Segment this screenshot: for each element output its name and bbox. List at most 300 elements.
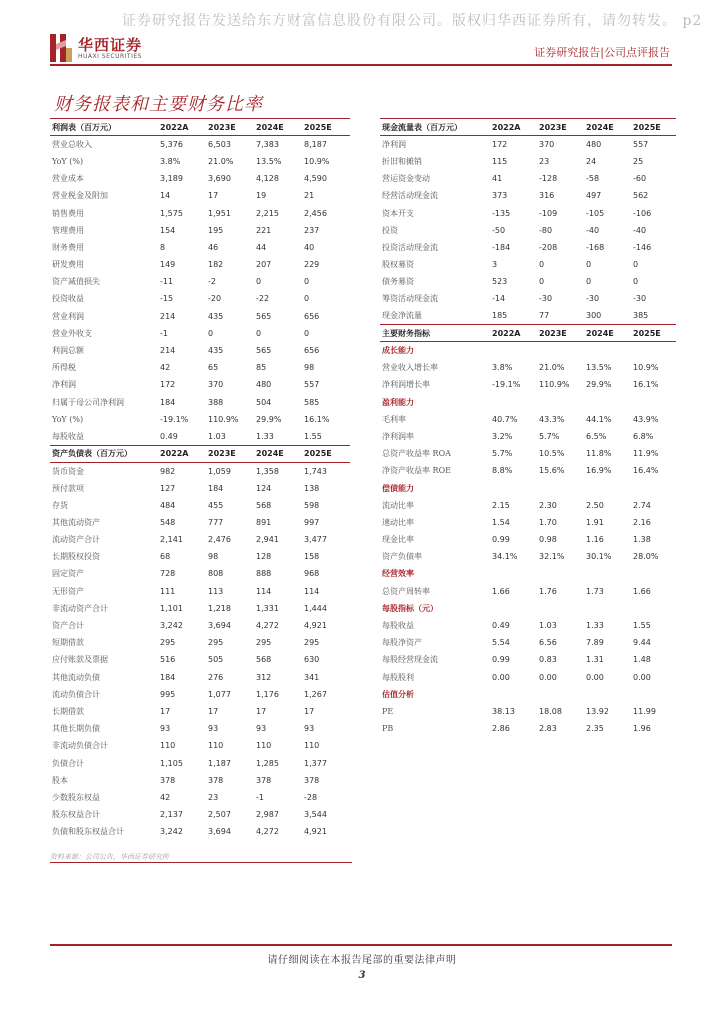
cell-value: 2024E <box>254 445 302 462</box>
cell-value: 17 <box>208 706 219 716</box>
cell-value: 3 <box>492 260 498 270</box>
cell-value: 598 <box>304 500 320 510</box>
cell-value: -40 <box>633 225 647 235</box>
cell-value: 5,376 <box>160 140 183 150</box>
table-header-row <box>380 119 676 136</box>
cell-value <box>631 600 676 617</box>
cell-value: 0.98 <box>539 535 557 545</box>
cell-value: 0 <box>586 277 592 287</box>
cell-value: 2.15 <box>492 500 510 510</box>
cell-value: 2,507 <box>208 810 231 820</box>
cell-value: 656 <box>304 311 320 321</box>
table-row <box>50 651 350 668</box>
table-row <box>50 634 350 651</box>
table-row <box>380 411 676 428</box>
cell-value: 2,456 <box>304 208 327 218</box>
row-label: 利润总额 <box>52 346 84 356</box>
cell-value: 11.9% <box>633 449 659 459</box>
row-label: 每股收益 <box>382 621 414 631</box>
cell-value: 10.9% <box>304 156 330 166</box>
cell-value: 42 <box>160 792 171 802</box>
table-row <box>50 737 350 754</box>
row-label: 营业总收入 <box>52 140 92 150</box>
cell-value: 11.8% <box>586 449 612 459</box>
cell-value: 17 <box>208 191 219 201</box>
cell-value: 0.00 <box>586 672 604 682</box>
cell-value: 0 <box>586 260 592 270</box>
row-label: 其他长期负债 <box>52 724 100 734</box>
cell-value: -30 <box>586 294 600 304</box>
row-label: 股东权益合计 <box>52 810 100 820</box>
cell-value: 13.92 <box>586 706 609 716</box>
cell-value: 0.99 <box>492 655 510 665</box>
cell-value: 484 <box>160 500 176 510</box>
cell-value: 300 <box>586 311 602 321</box>
table-row <box>50 806 350 823</box>
cell-value: 2.30 <box>539 500 557 510</box>
cell-value: 0.83 <box>539 655 557 665</box>
cell-value: 110.9% <box>208 414 239 424</box>
cell-value: 312 <box>256 672 272 682</box>
row-label: 现金比率 <box>382 535 414 545</box>
cell-value: 29.9% <box>586 380 612 390</box>
cell-value: 1,267 <box>304 689 327 699</box>
cell-value: 0 <box>256 277 262 287</box>
table-section-row <box>380 686 676 703</box>
cell-value: 1,444 <box>304 603 327 613</box>
cell-value: 2,215 <box>256 208 279 218</box>
cell-value: 8 <box>160 242 166 252</box>
cell-value: 98 <box>304 363 315 373</box>
cell-value: 85 <box>256 363 267 373</box>
row-label: 营业税金及附加 <box>52 191 108 201</box>
cell-value: 378 <box>160 775 176 785</box>
cell-value: 16.9% <box>586 466 612 476</box>
cell-value: 43.9% <box>633 414 659 424</box>
cell-value: 5.54 <box>492 638 510 648</box>
row-label: YoY (%) <box>52 414 84 424</box>
cell-value: 7.89 <box>586 638 604 648</box>
cell-value: 565 <box>256 311 272 321</box>
cell-value: 1.73 <box>586 586 604 596</box>
cell-value <box>584 600 631 617</box>
row-label: 总资产收益率 ROA <box>382 449 451 459</box>
table-row <box>380 669 676 686</box>
cell-value: 1.03 <box>539 621 557 631</box>
header-divider <box>50 64 672 66</box>
table-row <box>50 583 350 600</box>
cell-value: 523 <box>492 277 508 287</box>
cell-value: 4,921 <box>304 621 327 631</box>
cell-value <box>584 479 631 496</box>
row-label: 每股净资产 <box>382 638 422 648</box>
table-row <box>50 204 350 221</box>
row-label: 非流动负债合计 <box>52 741 108 751</box>
cell-value: 19 <box>256 191 267 201</box>
cell-value: -20 <box>208 294 222 304</box>
cell-value: 562 <box>633 191 649 201</box>
row-label: 利润表（百万元） <box>50 119 158 136</box>
cell-value: 182 <box>208 260 224 270</box>
cell-value: 172 <box>492 140 508 150</box>
cell-value: 435 <box>208 346 224 356</box>
cell-value: 1.48 <box>633 655 651 665</box>
table-row <box>380 204 676 221</box>
huaxi-logo-icon <box>50 34 72 62</box>
row-label: 投资收益 <box>52 294 84 304</box>
cell-value: 4,921 <box>304 827 327 837</box>
cell-value: 229 <box>304 260 320 270</box>
row-label: 经营效率 <box>382 568 414 579</box>
cell-value: 10.9% <box>633 363 659 373</box>
cell-value <box>490 394 537 411</box>
row-label: 债务募资 <box>382 277 414 287</box>
cell-value: 110 <box>304 741 320 751</box>
row-label: 净利润 <box>52 380 76 390</box>
cell-value: 184 <box>160 397 176 407</box>
table-row <box>380 445 676 462</box>
cell-value: 2025E <box>302 119 350 136</box>
cell-value: 5.7% <box>539 431 560 441</box>
cell-value: -128 <box>539 174 558 184</box>
cell-value: 184 <box>160 672 176 682</box>
cell-value: 0 <box>539 277 545 287</box>
table-row <box>50 497 350 514</box>
cell-value: 15.6% <box>539 466 565 476</box>
cell-value: 1,059 <box>208 466 231 476</box>
table-row <box>380 531 676 548</box>
logo-english-name: HUAXI SECURITIES <box>78 53 142 60</box>
table-row <box>50 754 350 771</box>
cell-value <box>490 479 537 496</box>
row-label: 偿债能力 <box>382 482 414 493</box>
cell-value: 21.0% <box>208 156 234 166</box>
row-label: 净利润率 <box>382 431 414 441</box>
cell-value: 1,951 <box>208 208 231 218</box>
cell-value: 93 <box>304 724 315 734</box>
cell-value: -19.1% <box>160 414 189 424</box>
cell-value: 25 <box>633 156 644 166</box>
section-title: 财务报表和主要财务比率 <box>54 94 263 115</box>
cell-value: 1,285 <box>256 758 279 768</box>
table-row <box>50 239 350 256</box>
cell-value: 378 <box>256 775 272 785</box>
row-label: PE <box>382 706 394 716</box>
cell-value: -135 <box>492 208 511 218</box>
table-row <box>380 239 676 256</box>
row-label: 管理费用 <box>52 225 84 235</box>
cell-value: -58 <box>586 174 600 184</box>
cell-value: 548 <box>160 517 176 527</box>
row-label: 固定资产 <box>52 569 84 579</box>
cashflow-ratios-body <box>380 119 676 738</box>
cell-value <box>631 565 676 582</box>
cell-value: 3.8% <box>160 156 181 166</box>
table-row <box>50 136 350 153</box>
cell-value: 17 <box>304 706 315 716</box>
cell-value: 995 <box>160 689 176 699</box>
cell-value: 497 <box>586 191 602 201</box>
cell-value: 77 <box>539 311 550 321</box>
cell-value <box>631 686 676 703</box>
cell-value: -1 <box>256 792 264 802</box>
cell-value: 997 <box>304 517 320 527</box>
cell-value: 38.13 <box>492 706 515 716</box>
cell-value: 24 <box>586 156 597 166</box>
cell-value: 2.83 <box>539 724 557 734</box>
cell-value: 295 <box>160 638 176 648</box>
row-label: 归属于母公司净利润 <box>52 397 124 407</box>
cell-value: 3,544 <box>304 810 327 820</box>
cell-value: 195 <box>208 225 224 235</box>
table-row <box>380 187 676 204</box>
cell-value <box>584 394 631 411</box>
cell-value: 1,176 <box>256 689 279 699</box>
cell-value: 2024E <box>254 119 302 136</box>
table-row <box>50 548 350 565</box>
cell-value: 43.3% <box>539 414 565 424</box>
cell-value: 2022A <box>158 119 206 136</box>
table-row <box>50 789 350 806</box>
cell-value: 29.9% <box>256 414 282 424</box>
cell-value: 93 <box>208 724 219 734</box>
cell-value: -1 <box>160 328 168 338</box>
cell-value: 9.44 <box>633 638 651 648</box>
cell-value: 1,187 <box>208 758 231 768</box>
cell-value: 0.49 <box>492 621 510 631</box>
report-type-label: 证券研究报告|公司点评报告 <box>534 46 670 59</box>
cell-value: 7,383 <box>256 140 279 150</box>
cell-value: 2025E <box>631 325 676 342</box>
cell-value: 149 <box>160 260 176 270</box>
cell-value: 1.55 <box>633 621 651 631</box>
cell-value: 1.66 <box>492 586 510 596</box>
cell-value <box>490 600 537 617</box>
row-label: 毛利率 <box>382 414 406 424</box>
footer-divider <box>50 944 672 946</box>
cell-value: -208 <box>539 242 558 252</box>
table-row <box>50 617 350 634</box>
cell-value: 42 <box>160 363 171 373</box>
table-row <box>50 273 350 290</box>
cell-value: 1,105 <box>160 758 183 768</box>
cell-value: 6.56 <box>539 638 557 648</box>
row-label: 净利润 <box>382 140 406 150</box>
table-row <box>380 170 676 187</box>
row-label: 净资产收益率 ROE <box>382 466 451 476</box>
cell-value <box>584 565 631 582</box>
cell-value: -28 <box>304 792 318 802</box>
cell-value: 2024E <box>584 119 631 136</box>
cell-value: 41 <box>492 174 503 184</box>
cell-value: 1.70 <box>539 517 557 527</box>
cell-value: 2022A <box>490 119 537 136</box>
cell-value: 2.16 <box>633 517 651 527</box>
table-row <box>50 394 350 411</box>
cell-value: 44 <box>256 242 267 252</box>
cell-value: -30 <box>633 294 647 304</box>
table-row <box>380 703 676 720</box>
table-row <box>380 497 676 514</box>
cell-value: 777 <box>208 517 224 527</box>
cell-value: 214 <box>160 346 176 356</box>
table-row <box>50 531 350 548</box>
row-label: 短期借款 <box>52 638 84 648</box>
row-label: 流动资产合计 <box>52 535 100 545</box>
cell-value: 46 <box>208 242 219 252</box>
cell-value: 1,101 <box>160 603 183 613</box>
cell-value: 2023E <box>206 119 254 136</box>
row-label: 股权募资 <box>382 260 414 270</box>
row-label: 营业利润 <box>52 311 84 321</box>
cell-value: 1.33 <box>256 431 274 441</box>
cell-value: 1.96 <box>633 724 651 734</box>
cell-value: -22 <box>256 294 270 304</box>
cell-value: -106 <box>633 208 652 218</box>
cell-value: 0.00 <box>539 672 557 682</box>
cell-value: 3.2% <box>492 431 513 441</box>
cell-value: 11.99 <box>633 706 656 716</box>
financial-statements-table <box>50 118 350 840</box>
cell-value: 110 <box>160 741 176 751</box>
row-label: 研发费用 <box>52 260 84 270</box>
cell-value: 388 <box>208 397 224 407</box>
cell-value: -184 <box>492 242 511 252</box>
cell-value: 3,189 <box>160 174 183 184</box>
row-label: 资产合计 <box>52 621 84 631</box>
cell-value: 295 <box>256 638 272 648</box>
cell-value: 435 <box>208 311 224 321</box>
cell-value: 237 <box>304 225 320 235</box>
cell-value: 557 <box>304 380 320 390</box>
cell-value <box>631 394 676 411</box>
cell-value: 128 <box>256 552 272 562</box>
row-label: 负债合计 <box>52 758 84 768</box>
cell-value: 982 <box>160 466 176 476</box>
cell-value: 185 <box>492 311 508 321</box>
cell-value <box>631 479 676 496</box>
cell-value: 23 <box>208 792 219 802</box>
row-label: 营运资金变动 <box>382 174 430 184</box>
cell-value <box>537 342 584 359</box>
row-label: 其他流动负债 <box>52 672 100 682</box>
cell-value <box>537 600 584 617</box>
cell-value: 295 <box>208 638 224 648</box>
cell-value: 18.08 <box>539 706 562 716</box>
cell-value: 221 <box>256 225 272 235</box>
table-header-row <box>50 445 350 462</box>
cell-value: 2024E <box>584 325 631 342</box>
cell-value: 630 <box>304 655 320 665</box>
cell-value <box>537 565 584 582</box>
row-label: 少数股东权益 <box>52 792 100 802</box>
cell-value: 0 <box>208 328 214 338</box>
table-row <box>380 376 676 393</box>
cell-value: 2.35 <box>586 724 604 734</box>
row-label: 投资活动现金流 <box>382 242 438 252</box>
logo-chinese-name: 华西证券 <box>78 36 143 54</box>
table-row <box>380 153 676 170</box>
cell-value: 373 <box>492 191 508 201</box>
cell-value <box>537 394 584 411</box>
table-header-row <box>50 119 350 136</box>
cell-value: 2.74 <box>633 500 651 510</box>
cell-value: 1.16 <box>586 535 604 545</box>
cell-value <box>584 342 631 359</box>
cell-value: 8,187 <box>304 140 327 150</box>
cell-value: 98 <box>208 552 219 562</box>
cell-value: 3,694 <box>208 621 231 631</box>
cell-value <box>537 686 584 703</box>
cell-value: 341 <box>304 672 320 682</box>
cell-value: 295 <box>304 638 320 648</box>
table-row <box>50 686 350 703</box>
cell-value: 0 <box>256 328 262 338</box>
cell-value: 276 <box>208 672 224 682</box>
cell-value: 110 <box>208 741 224 751</box>
cell-value: 21 <box>304 191 315 201</box>
cell-value: 17 <box>256 706 267 716</box>
cell-value: 1.55 <box>304 431 322 441</box>
table-row <box>50 703 350 720</box>
table-bottom-rule <box>50 862 352 863</box>
row-label: 资产负债表（百万元） <box>50 445 158 462</box>
cell-value: 111 <box>160 586 176 596</box>
row-label: 每股经营现金流 <box>382 655 438 665</box>
table-row <box>380 256 676 273</box>
row-label: 每股股利 <box>382 672 414 682</box>
cell-value <box>584 686 631 703</box>
cell-value <box>490 686 537 703</box>
watermark-text: 证券研究报告发送给东方财富信息股份有限公司。版权归华西证券所有，请勿转发。 p2 <box>122 13 703 29</box>
cell-value: -19.1% <box>492 380 521 390</box>
cell-value: 1,077 <box>208 689 231 699</box>
cell-value: 110 <box>256 741 272 751</box>
cell-value: 1.76 <box>539 586 557 596</box>
table-header-row <box>380 325 676 342</box>
row-label: 每股指标（元） <box>382 602 438 613</box>
row-label: 货币资金 <box>52 466 84 476</box>
cell-value: 1.54 <box>492 517 510 527</box>
cell-value: 8.8% <box>492 466 513 476</box>
cell-value: 728 <box>160 569 176 579</box>
cell-value: 888 <box>256 569 272 579</box>
table-row <box>380 136 676 153</box>
row-label: 投资 <box>382 225 398 235</box>
page-number: 3 <box>358 970 366 981</box>
table-row <box>50 187 350 204</box>
cell-value: 557 <box>633 140 649 150</box>
cell-value: 568 <box>256 500 272 510</box>
table-row <box>380 720 676 737</box>
row-label: 净利润增长率 <box>382 380 430 390</box>
cell-value: 385 <box>633 311 649 321</box>
cell-value: 1.38 <box>633 535 651 545</box>
cell-value: 4,128 <box>256 174 279 184</box>
table-row <box>380 514 676 531</box>
financial-statements-body <box>50 119 350 841</box>
table-row <box>50 772 350 789</box>
table-row <box>50 256 350 273</box>
cell-value: -50 <box>492 225 506 235</box>
cell-value: 3,690 <box>208 174 231 184</box>
cell-value: -11 <box>160 277 174 287</box>
table-section-row <box>380 394 676 411</box>
table-row <box>380 290 676 307</box>
cell-value: 968 <box>304 569 320 579</box>
row-label: 预付款项 <box>52 483 84 493</box>
cell-value: 1,743 <box>304 466 327 476</box>
